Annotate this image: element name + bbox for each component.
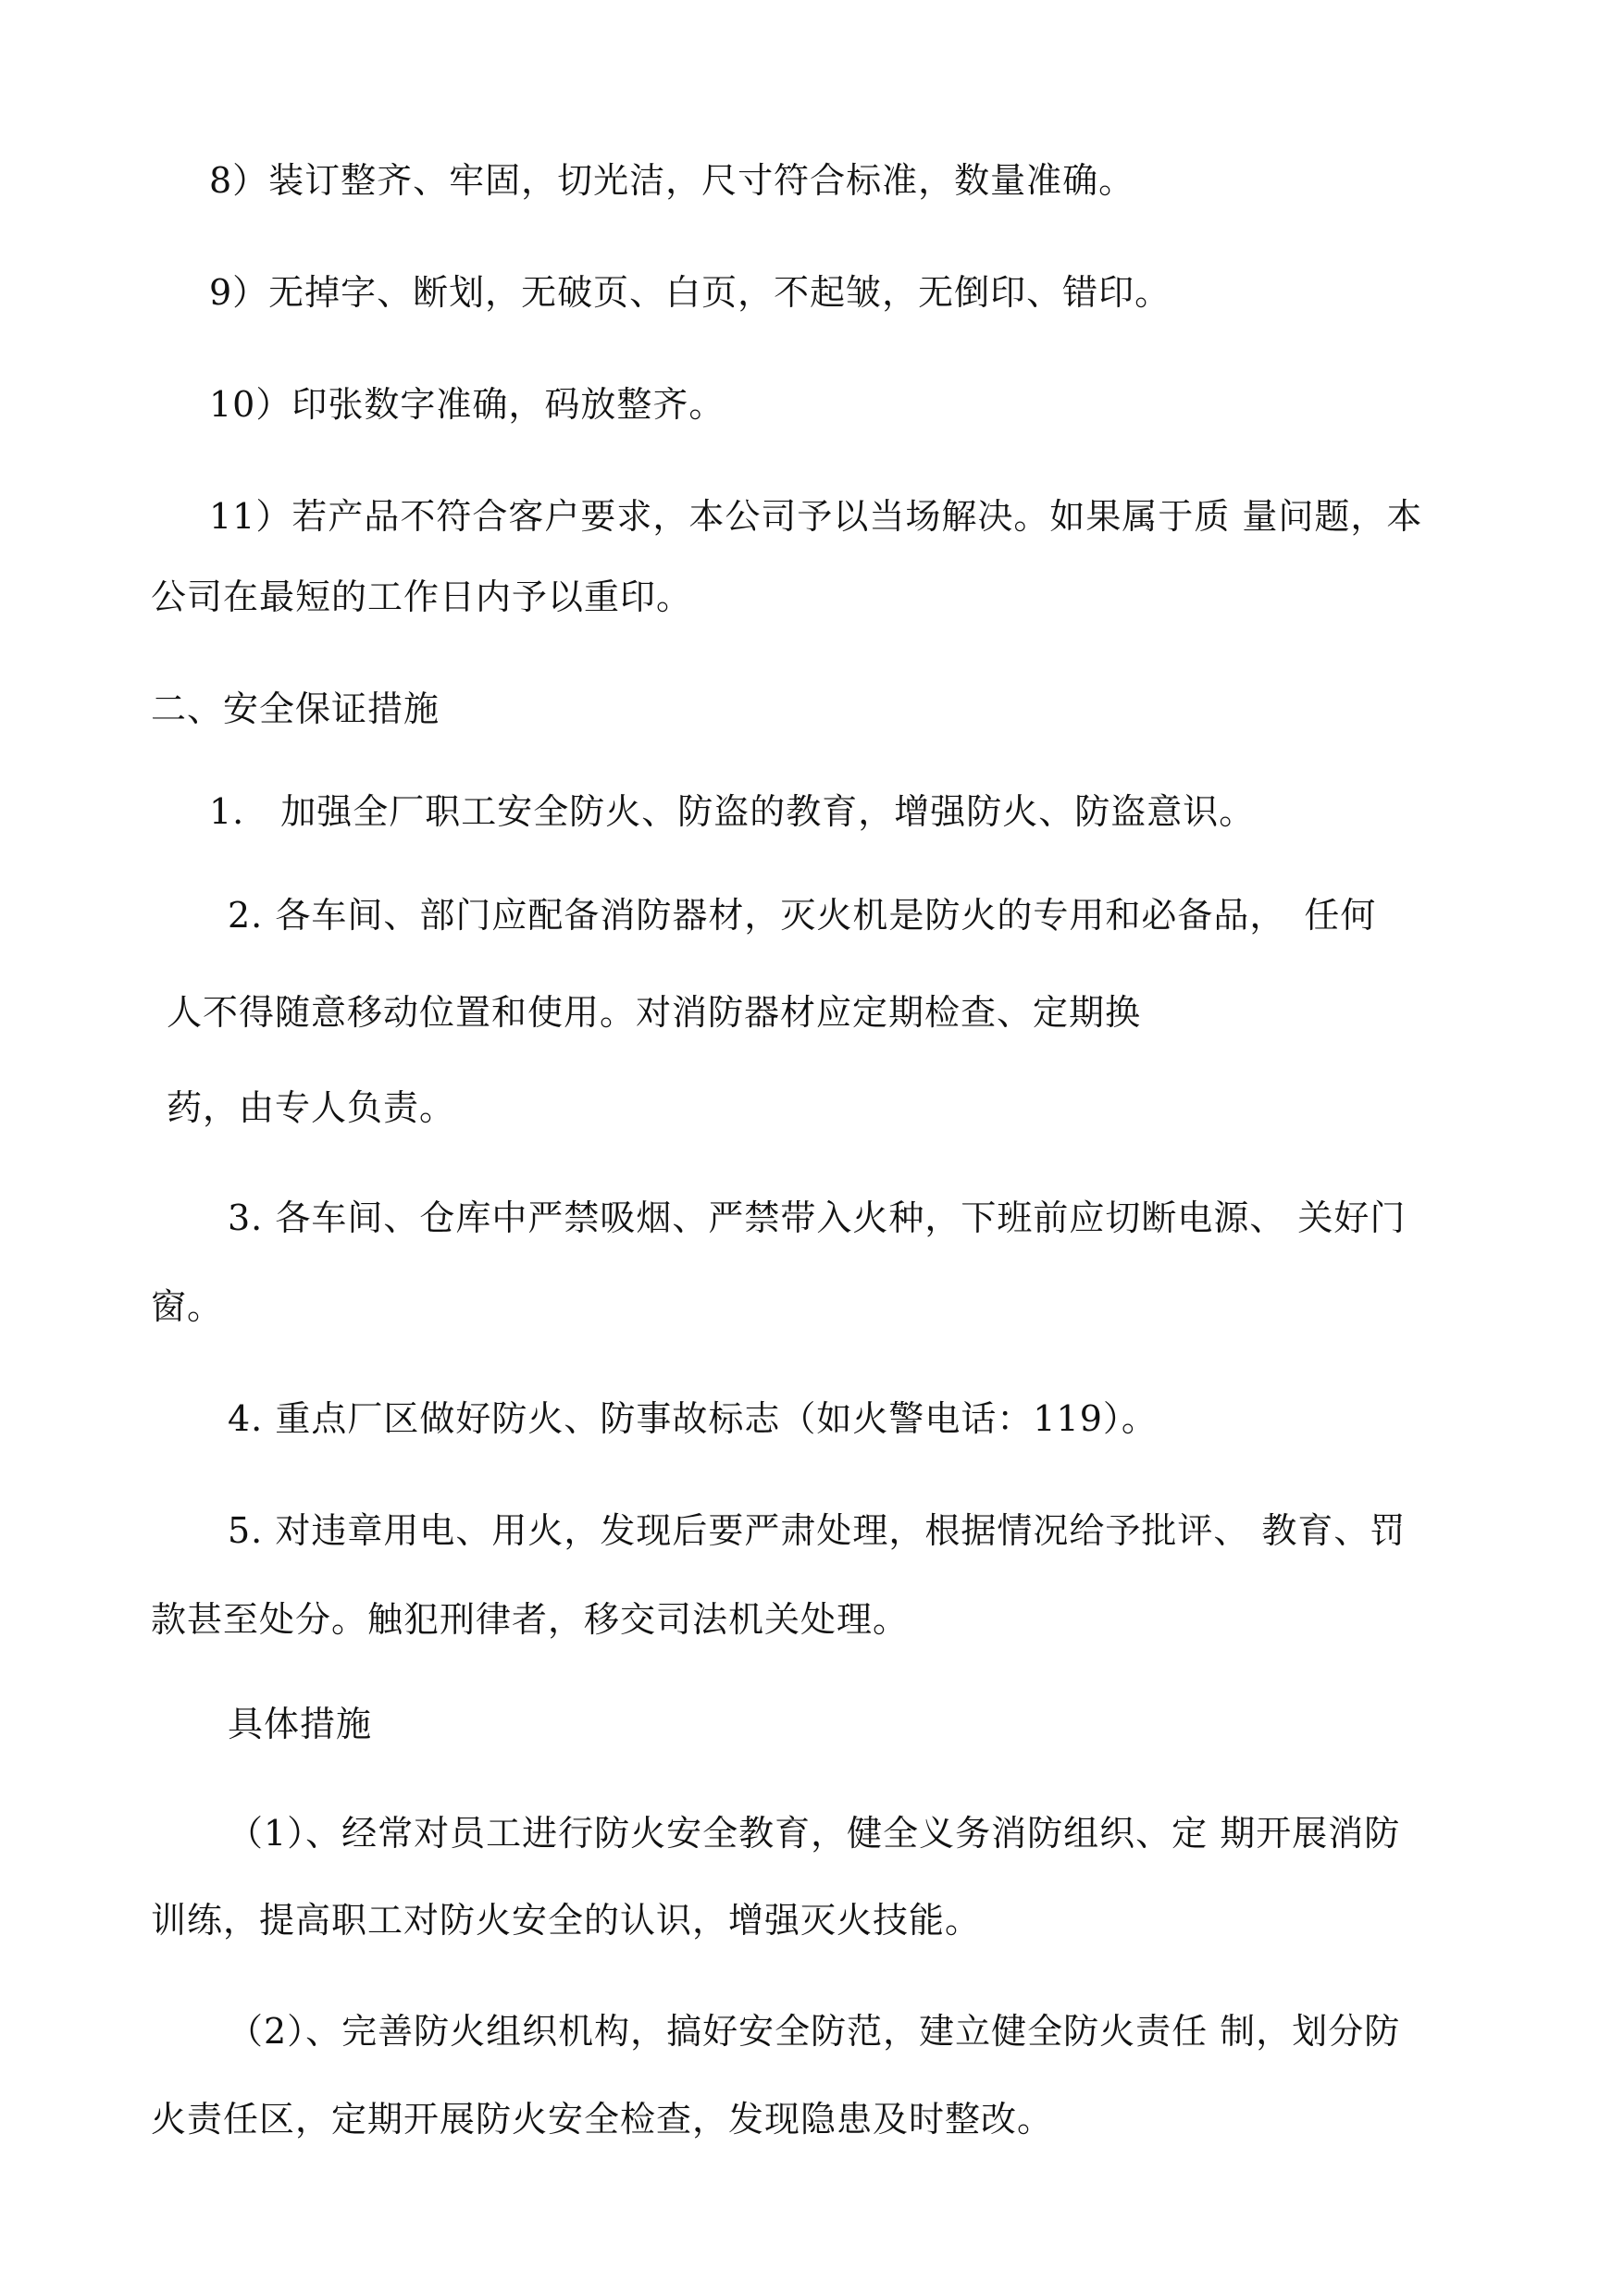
section-title: 二、安全保证措施 [151,688,440,729]
measure-3-line1: 3. 各车间、仓库中严禁吸烟、严禁带入火种，下班前应切断电源、 关好门 [228,1197,1407,1238]
quality-item-8: 8）装订整齐、牢固，切光洁，尺寸符合标准，数量准确。 [209,160,1135,201]
measure-5-line2: 款甚至处分。触犯刑律者，移交司法机关处理。 [151,1599,910,1640]
measure-2-line1: 2. 各车间、部门应配备消防器材，灭火机是防火的专用和必备品， 任何 [228,895,1377,936]
measure-5-line1: 5. 对违章用电、用火，发现后要严肃处理，根据情况给予批评、 教育、罚 [228,1510,1407,1551]
quality-item-10: 10）印张数字准确，码放整齐。 [209,384,725,425]
specific-measures-title: 具体措施 [228,1704,373,1744]
quality-item-11-line1: 11）若产品不符合客户要求，本公司予以当场解决。如果属于质 量问题，本 [209,496,1423,537]
specific-2-line1: （2）、完善防火组织机构，搞好安全防范，建立健全防火责任 制，划分防 [228,2011,1401,2052]
quality-item-11-line2: 公司在最短的工作日内予以重印。 [151,577,693,617]
specific-2-line2: 火责任区，定期开展防火安全检查，发现隐患及时整改。 [151,2099,1054,2140]
measure-2-line3: 药，由专人负责。 [167,1087,456,1128]
measure-2-line2: 人不得随意移动位置和使用。对消防器材应定期检查、定期换 [167,992,1142,1033]
measure-4: 4. 重点厂区做好防火、防事故标志（如火警电话：119）。 [228,1398,1158,1439]
measure-1: 1. 加强全厂职工安全防火、防盗的教育，增强防火、防盗意识。 [209,791,1256,832]
measure-3-line2: 窗。 [151,1286,224,1327]
quality-item-9: 9）无掉字、断划，无破页、白页，不起皱，无倒印、错印。 [209,272,1172,313]
specific-1-line2: 训练，提高职工对防火安全的认识，增强灭火技能。 [151,1900,982,1941]
specific-1-line1: （1）、经常对员工进行防火安全教育，健全义务消防组织、定 期开展消防 [228,1813,1401,1854]
